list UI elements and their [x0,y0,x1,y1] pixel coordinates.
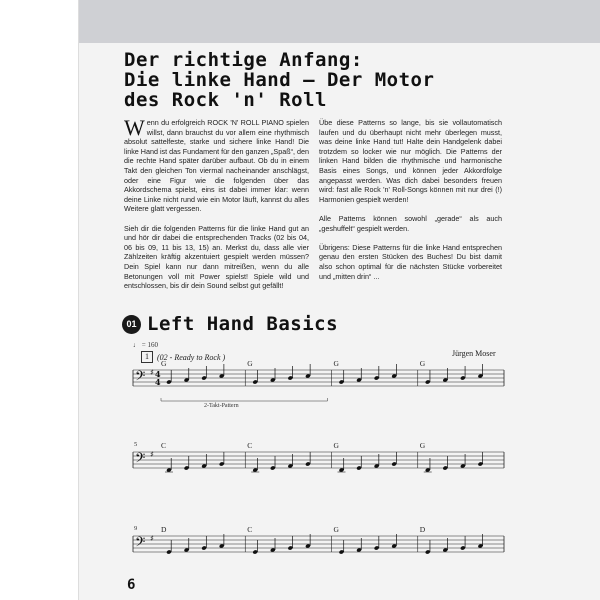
chord-symbol: D [419,525,426,534]
section-title: Left Hand Basics [147,313,339,335]
key-signature-sharp: ♯ [150,534,154,543]
pattern-bracket [161,398,328,401]
bass-clef-icon: 𝄢 [135,368,146,387]
book-page [78,0,600,600]
paragraph-text: enn du erfolgreich ROCK 'N' ROLL PIANO spielen willst, dann brauchst du vor allem eine rhythmisch absolut sattelfeste, starke und sichere linke Hand! Die linke Hand ist das Fundament für den ganzen „Spaß“, den die rechte Hand später darüber aufbaut. Ob du in einem Takt den gleichen Ton viermal nacheinander anschlägst, oder eine Figur wie die folgenden über das Akkordschema spielst, eins ist dabei immer klar: wenn deine Linke nicht rund wie ein Motor läuft, kannst du alles Weitere glatt vergessen. [124,118,309,214]
paragraph: Übe diese Patterns so lange, bis sie vollautomatisch laufen und du überhaupt nicht mehr überlegen musst, was deine linke Hand tut! Halte dein Handgelenk dabei trotzdem so locker wie nur möglich. Die Patterns der linken Hand bilden die rhythmische und harmonische Basis eines Songs, und können jeder Akkordfolge angepasst werden. Was dich dabei besonders freuen wird: fast alle Rock 'n' Roll-Songs können mit nur drei (!) Harmonien gespielt werden! [319,118,502,204]
section-number-badge: 01 [122,315,141,334]
key-signature-sharp: ♯ [150,450,154,459]
chord-symbol: G [247,359,253,368]
sheet-music [79,0,600,600]
chord-symbol: G [419,359,426,368]
chord-symbol: C [247,525,253,534]
track-number-box: 1 [141,351,153,363]
chord-symbol: G [161,359,167,368]
chord-symbol: G [419,441,426,450]
chord-symbol: D [161,525,167,534]
composer-credit: Jürgen Moser [452,349,496,358]
chord-symbol: C [247,441,253,450]
measure-number: 9 [134,525,138,532]
time-signature-bottom: 4 [155,377,161,387]
chord-symbol: G [333,441,339,450]
chord-symbol: G [333,359,339,368]
time-signature-top: 4 [155,369,161,379]
title-line-1: Der richtige Anfang: [124,49,363,71]
pattern-label: 2-Takt-Pattern [204,403,239,409]
paragraph: Sieh dir die folgenden Patterns für die linke Hand gut an und hör dir dabei die entsprechenden Tracks (02 bis 04, 06 bis 09, 11 bis 13, 15) an. Merkst du, dass alle vier Zählzeiten kräftig akzentuiert gespielt werden müssen? Dein Spiel kann nur dann mitreißen, wenn du alle Betonungen voll mit Power spielst! Spiele wild und entschlossen, bis dir dein Sound selbst gut gefällt! [124,223,309,291]
bass-clef-icon: 𝄢 [135,450,146,469]
drop-cap: W [124,115,145,140]
bass-clef-icon: 𝄢 [135,534,146,553]
measure-number: 5 [134,441,138,448]
chord-symbol: C [161,441,167,450]
tempo-marking: ♩ = 160 [133,341,158,349]
key-signature-sharp: ♯ [150,368,154,377]
track-label: (02 - Ready to Rock ) [157,352,226,362]
title-line-3: des Rock 'n' Roll [124,89,327,111]
title-line-2: Die linke Hand – Der Motor [124,69,435,91]
paragraph: Alle Patterns können sowohl „gerade“ als auch „geshuffelt“ gespielt werden. [319,213,502,233]
paragraph: Übrigens: Diese Patterns für die linke Hand entsprechen genau den ersten Stücken des Buches! Du bist damit also schon optimal für die nächsten Stücke vorbereitet und „mitten drin“ ... [319,242,502,281]
page-number: 6 [127,577,136,593]
chord-symbol: G [333,525,339,534]
